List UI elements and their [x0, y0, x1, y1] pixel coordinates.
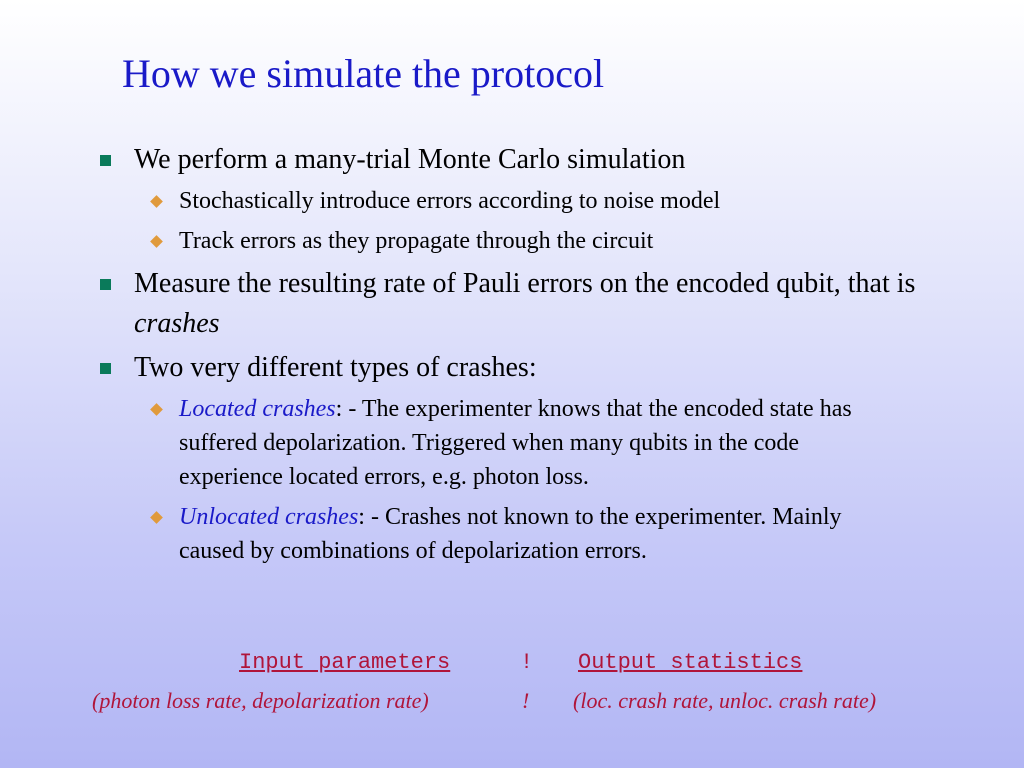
- arrow-icon: !: [522, 688, 530, 713]
- bullet-text: Measure the resulting rate of Pauli errors on the encoded qubit, that is: [134, 268, 916, 299]
- sub-bullet-text: Stochastically introduce errors according to noise model: [179, 188, 721, 214]
- bullet-measure: [96, 264, 956, 344]
- arrow-icon: !: [520, 650, 534, 675]
- sub-bullet-text: Track errors as they propagate through the circuit: [179, 228, 654, 254]
- located-crashes-term: Located crashes: [179, 396, 336, 422]
- output-statistics-detail: (loc. crash rate, unloc. crash rate): [573, 688, 877, 713]
- sub-bullet-located: [96, 392, 879, 494]
- crashes-emphasis: crashes: [134, 308, 220, 339]
- diamond-bullet-icon: [150, 403, 163, 416]
- diamond-bullet-icon: [150, 235, 163, 248]
- input-parameters-label: Input parameters: [239, 650, 451, 675]
- sub-bullet-text: : - The experimenter knows that the encoded state has suffered depolarization. Triggered when many qubits in the code experience located errors, e.g. photon loss.: [179, 396, 852, 490]
- square-bullet-icon: [100, 279, 111, 290]
- bullet-crash-types: [96, 348, 956, 388]
- input-parameters-detail: (photon loss rate, depolarization rate): [92, 688, 429, 713]
- bullet-monte-carlo: [96, 140, 956, 180]
- square-bullet-icon: [100, 155, 111, 166]
- bullet-text: We perform a many-trial Monte Carlo simulation: [134, 144, 686, 175]
- sub-bullet-unlocated: [96, 500, 879, 568]
- sub-bullet-text: : - Crashes not known to the experimenter. Mainly caused by combinations of depolarization errors.: [179, 504, 842, 564]
- diamond-bullet-icon: [150, 195, 163, 208]
- output-statistics-label: Output statistics: [578, 650, 803, 675]
- square-bullet-icon: [100, 363, 111, 374]
- diamond-bullet-icon: [150, 511, 163, 524]
- slide-title: How we simulate the protocol: [122, 51, 605, 96]
- unlocated-crashes-term: Unlocated crashes: [179, 504, 359, 530]
- bullet-list: [96, 140, 956, 574]
- sub-bullet-stochastic: [96, 184, 879, 218]
- sub-bullet-track: [96, 224, 879, 258]
- bullet-text: Two very different types of crashes:: [134, 352, 537, 383]
